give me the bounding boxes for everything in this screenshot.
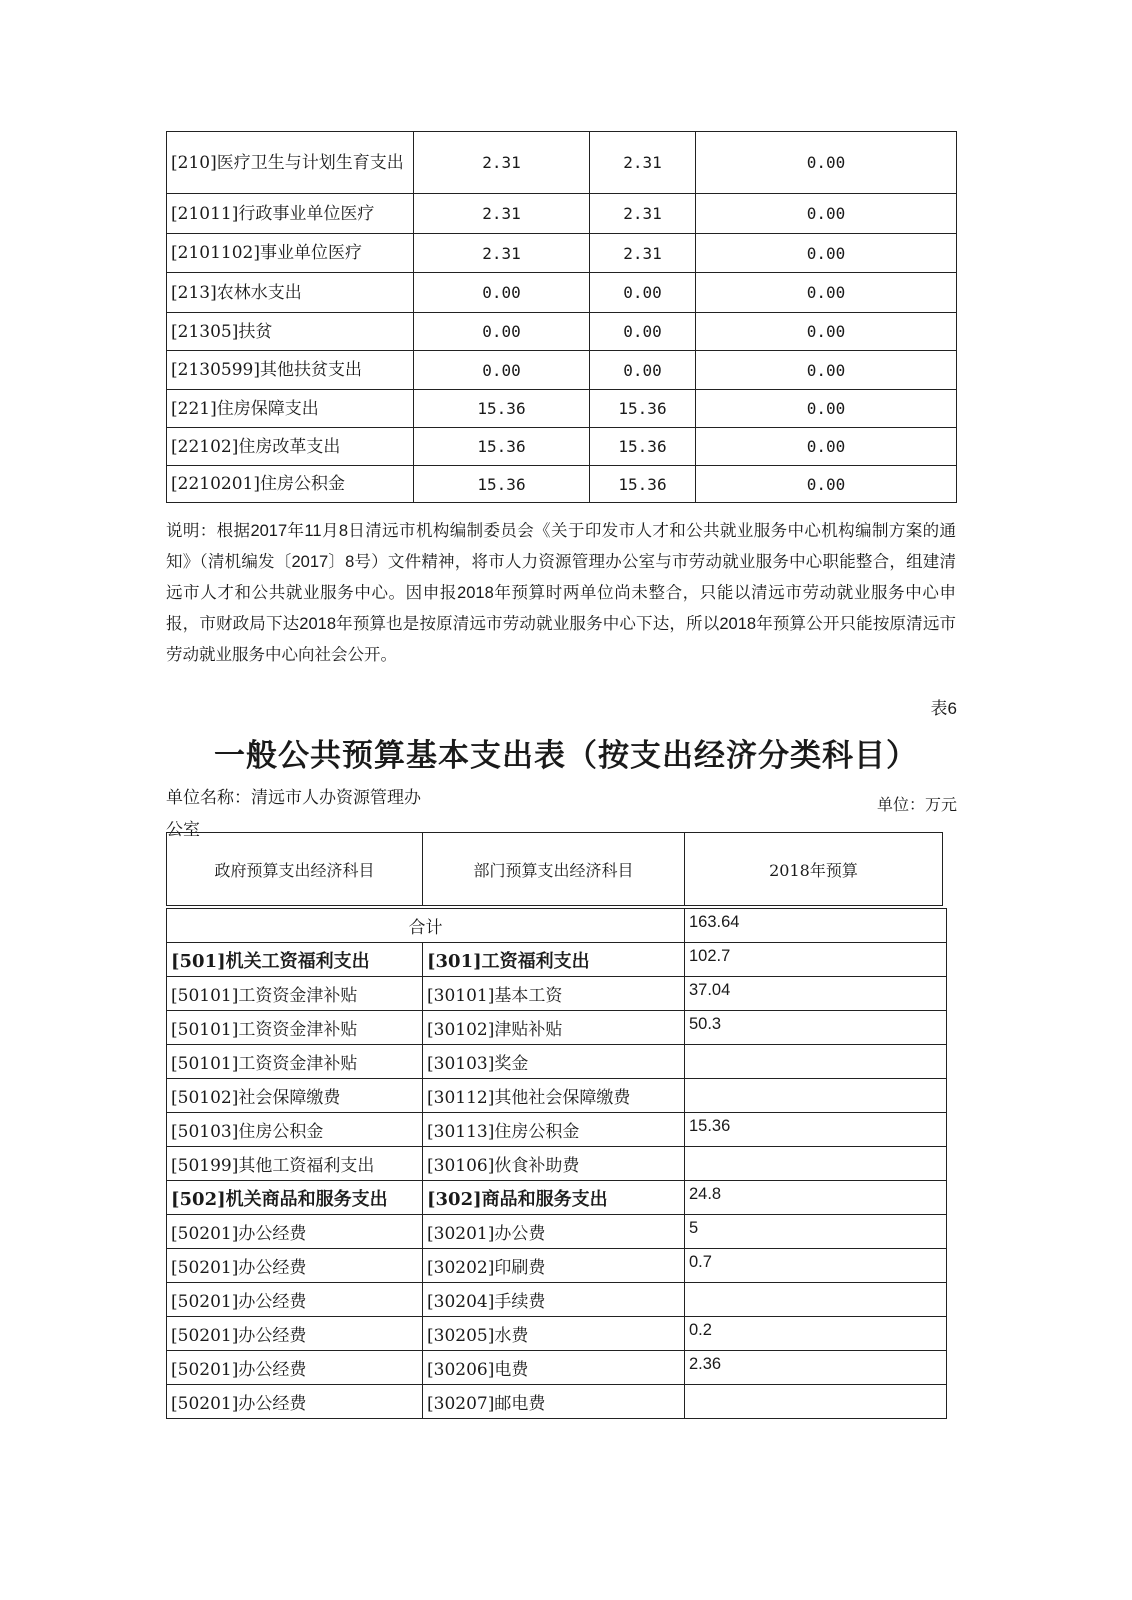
table-number: 表6 (930, 699, 957, 718)
table-row (167, 1283, 947, 1317)
budget-value-cell (685, 1283, 947, 1317)
table-row (167, 428, 957, 466)
value-cell: 0.00 (590, 313, 696, 351)
value-cell: 0.00 (414, 351, 590, 390)
subject-cell: [21305]扶贫 (167, 313, 414, 351)
subject-cell: [213]农林水支出 (167, 273, 414, 313)
table-row (167, 977, 947, 1011)
budget-value-cell: 2.36 (685, 1351, 947, 1385)
budget-value-cell: 50.3 (685, 1011, 947, 1045)
value-cell: 0.00 (696, 194, 957, 234)
table-row (167, 390, 957, 428)
value-cell: 2.31 (414, 194, 590, 234)
gov-subject-cell: [50101]工资资金津补贴 (167, 977, 423, 1011)
budget-value-cell: 15.36 (685, 1113, 947, 1147)
table-row (167, 1351, 947, 1385)
gov-subject-cell: [50201]办公经费 (167, 1351, 423, 1385)
table-row (167, 273, 957, 313)
gov-subject-cell: [502]机关商品和服务支出 (167, 1181, 423, 1215)
value-cell: 2.31 (590, 194, 696, 234)
budget-value-cell: 0.7 (685, 1249, 947, 1283)
value-cell: 15.36 (590, 428, 696, 466)
table-row (167, 1045, 947, 1079)
budget-value-cell: 102.7 (685, 943, 947, 977)
budget-value-cell: 37.04 (685, 977, 947, 1011)
subject-cell: [2210201]住房公积金 (167, 466, 414, 503)
value-cell: 0.00 (696, 351, 957, 390)
table-row (167, 1113, 947, 1147)
table-row (167, 1181, 947, 1215)
table-row (167, 1385, 947, 1419)
basic-expenditure-table (166, 908, 947, 1419)
value-cell: 15.36 (590, 466, 696, 503)
gov-subject-cell: [50101]工资资金津补贴 (167, 1045, 423, 1079)
total-value: 163.64 (685, 909, 947, 943)
value-cell: 0.00 (696, 132, 957, 194)
value-cell: 15.36 (590, 390, 696, 428)
table-row (167, 1079, 947, 1113)
subject-cell: [2130599]其他扶贫支出 (167, 351, 414, 390)
value-cell: 0.00 (696, 234, 957, 273)
gov-subject-cell: [50201]办公经费 (167, 1283, 423, 1317)
value-cell: 15.36 (414, 466, 590, 503)
gov-subject-cell: [501]机关工资福利支出 (167, 943, 423, 977)
gov-subject-cell: [50201]办公经费 (167, 1385, 423, 1419)
explanation-note: 说明：根据2017年11月8日清远市机构编制委员会《关于印发市人才和公共就业服务中心机构编制方案的通知》（清机编发〔2017〕8号）文件精神，将市人力资源管理办公室与市劳动就业服务中心职能整合，组建清远市人才和公共就业服务中心。因申报2018年预算时两单位尚未整合，只能以清远市劳动就业服务中心申报，市财政局下达2018年预算也是按原清远市劳动就业服务中心下达，所以2018年预算公开只能按原清远市劳动就业服务中心向社会公开。 (166, 522, 956, 664)
dept-subject-cell: [30205]水费 (423, 1317, 685, 1351)
budget-value-cell: 24.8 (685, 1181, 947, 1215)
unit-name: 单位名称：清远市人办资源管理办公室 (166, 788, 421, 840)
table-row (167, 1011, 947, 1045)
value-cell: 0.00 (696, 428, 957, 466)
dept-subject-cell: [30206]电费 (423, 1351, 685, 1385)
header-dept-subject: 部门预算支出经济科目 (423, 833, 685, 906)
value-cell: 15.36 (414, 428, 590, 466)
page-title: 一般公共预算基本支出表（按支出经济分类科目） (214, 738, 918, 774)
table-row (167, 234, 957, 273)
dept-subject-cell: [30113]住房公积金 (423, 1113, 685, 1147)
header-row (167, 833, 943, 906)
dept-subject-cell: [30101]基本工资 (423, 977, 685, 1011)
dept-subject-cell: [301]工资福利支出 (423, 943, 685, 977)
table-row (167, 194, 957, 234)
gov-subject-cell: [50199]其他工资福利支出 (167, 1147, 423, 1181)
table-row (167, 1317, 947, 1351)
dept-subject-cell: [30202]印刷费 (423, 1249, 685, 1283)
gov-subject-cell: [50201]办公经费 (167, 1215, 423, 1249)
value-cell: 2.31 (590, 132, 696, 194)
header-gov-subject: 政府预算支出经济科目 (167, 833, 423, 906)
subject-cell: [210]医疗卫生与计划生育支出 (167, 132, 414, 194)
table-row (167, 943, 947, 977)
budget-value-cell (685, 1079, 947, 1113)
value-cell: 0.00 (590, 273, 696, 313)
value-cell: 0.00 (696, 466, 957, 503)
dept-subject-cell: [30102]津贴补贴 (423, 1011, 685, 1045)
unit-label: 单位：万元 (876, 795, 957, 814)
budget-value-cell: 0.2 (685, 1317, 947, 1351)
table-row (167, 351, 957, 390)
total-row (167, 909, 947, 943)
budget-value-cell (685, 1147, 947, 1181)
table-row (167, 1249, 947, 1283)
dept-subject-cell: [302]商品和服务支出 (423, 1181, 685, 1215)
expenditure-table-continued (166, 131, 957, 503)
gov-subject-cell: [50102]社会保障缴费 (167, 1079, 423, 1113)
value-cell: 0.00 (414, 273, 590, 313)
subject-cell: [21011]行政事业单位医疗 (167, 194, 414, 234)
subject-cell: [22102]住房改革支出 (167, 428, 414, 466)
table-row (167, 1147, 947, 1181)
subject-cell: [2101102]事业单位医疗 (167, 234, 414, 273)
table-row (167, 132, 957, 194)
gov-subject-cell: [50103]住房公积金 (167, 1113, 423, 1147)
dept-subject-cell: [30112]其他社会保障缴费 (423, 1079, 685, 1113)
gov-subject-cell: [50101]工资资金津补贴 (167, 1011, 423, 1045)
table-row (167, 466, 957, 503)
budget-value-cell (685, 1045, 947, 1079)
value-cell: 0.00 (590, 351, 696, 390)
dept-subject-cell: [30103]奖金 (423, 1045, 685, 1079)
basic-expenditure-table-header (166, 832, 943, 906)
gov-subject-cell: [50201]办公经费 (167, 1249, 423, 1283)
budget-value-cell (685, 1385, 947, 1419)
table-row (167, 313, 957, 351)
value-cell: 2.31 (590, 234, 696, 273)
value-cell: 0.00 (696, 273, 957, 313)
header-budget-2018: 2018年预算 (685, 833, 943, 906)
gov-subject-cell: [50201]办公经费 (167, 1317, 423, 1351)
dept-subject-cell: [30106]伙食补助费 (423, 1147, 685, 1181)
budget-value-cell: 5 (685, 1215, 947, 1249)
value-cell: 0.00 (696, 313, 957, 351)
total-label: 合计 (167, 909, 685, 943)
dept-subject-cell: [30207]邮电费 (423, 1385, 685, 1419)
value-cell: 0.00 (414, 313, 590, 351)
value-cell: 15.36 (414, 390, 590, 428)
subject-cell: [221]住房保障支出 (167, 390, 414, 428)
value-cell: 2.31 (414, 132, 590, 194)
table-row (167, 1215, 947, 1249)
value-cell: 0.00 (696, 390, 957, 428)
dept-subject-cell: [30204]手续费 (423, 1283, 685, 1317)
dept-subject-cell: [30201]办公费 (423, 1215, 685, 1249)
value-cell: 2.31 (414, 234, 590, 273)
